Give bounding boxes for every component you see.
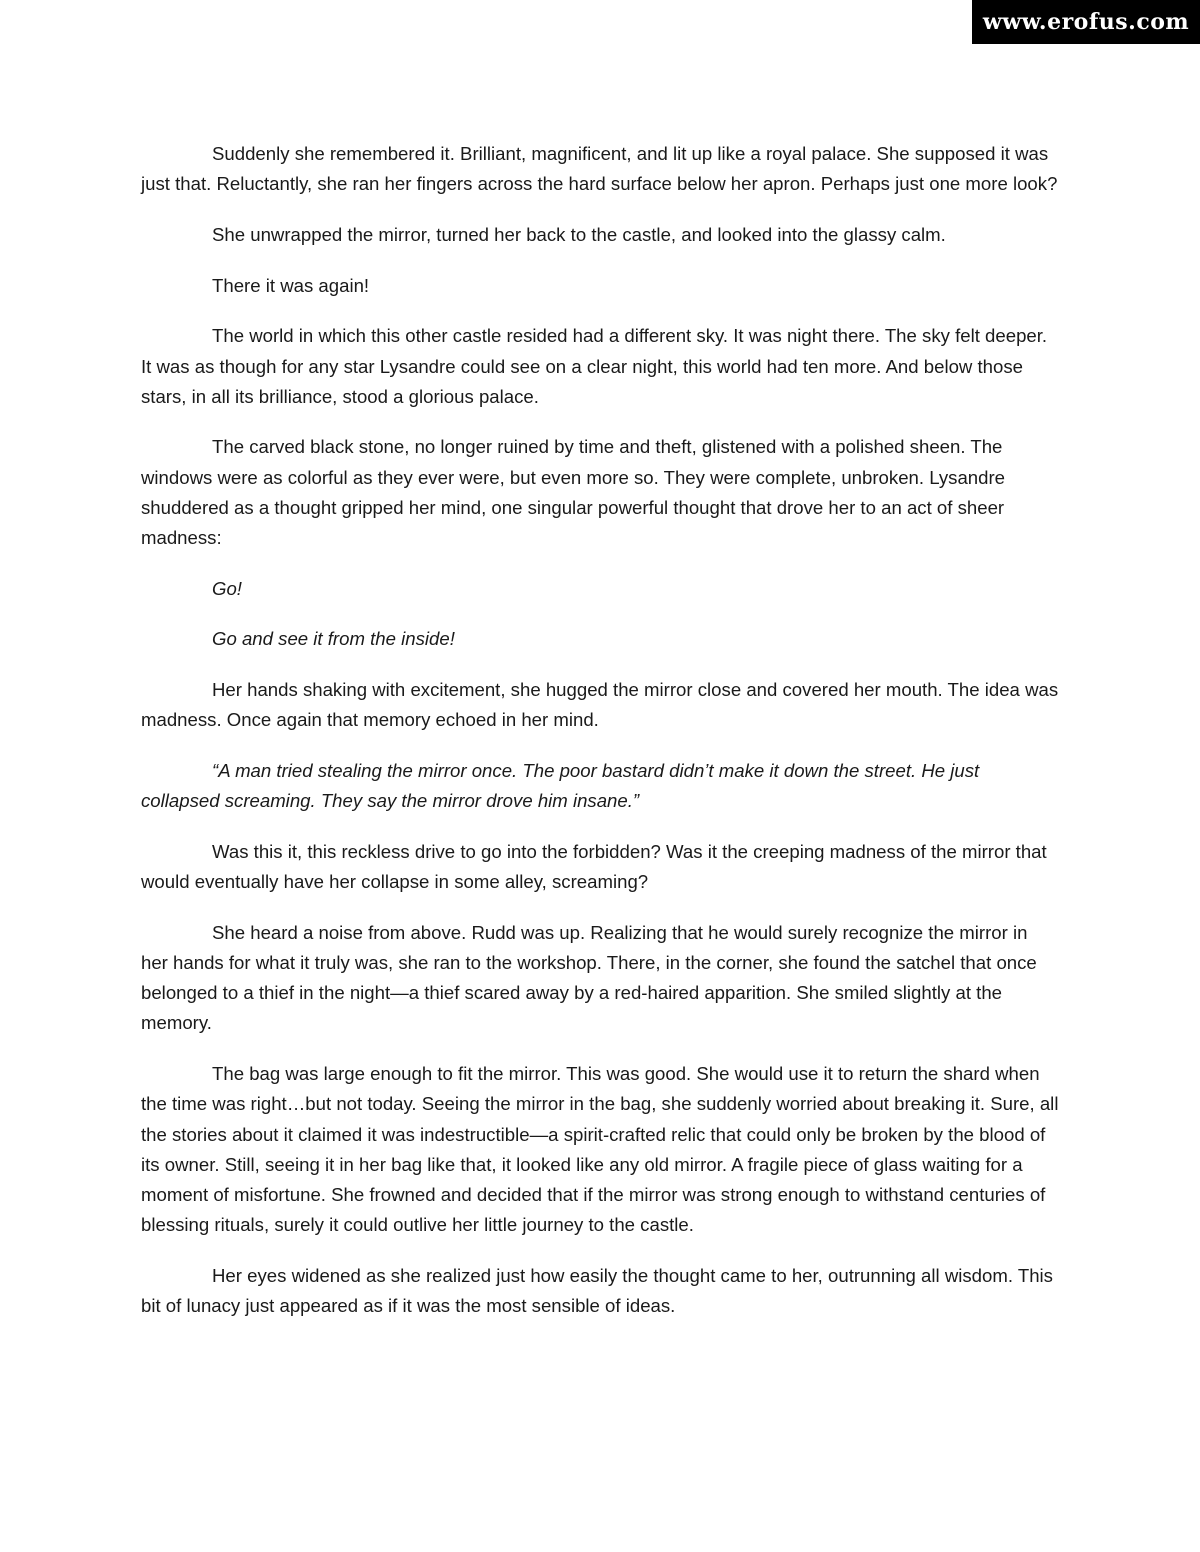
- paragraph: Her eyes widened as she realized just how easily the thought came to her, outrunning all wisdom. This bit of lunacy just appeared as if it was the most sensible of ideas.: [141, 1264, 1053, 1317]
- italic-quote: “A man tried stealing the mirror once. The poor bastard didn’t make it down the street. He just collapsed screaming. They say the mirror drove him insane.”: [141, 760, 980, 812]
- paragraph: The world in which this other castle resided had a different sky. It was night there. The sky felt deeper. It was as though for any star Lysandre could see on a clear night, this world had ten more. And below those stars, in all its brilliance, stood a glorious palace.: [141, 325, 1048, 407]
- paragraph: She heard a noise from above. Rudd was up. Realizing that he would surely recognize the mirror in her hands for what it truly was, she ran to the workshop. There, in the corner, she found the satchel that once belonged to a thief in the night—a thief scared away by a red-haired apparition. She smiled slightly at the memory.: [141, 921, 1037, 1034]
- paragraph: Was this it, this reckless drive to go into the forbidden? Was it the creeping madness of the mirror that would eventually have her collapse in some alley, screaming?: [141, 840, 1047, 893]
- paragraph: Suddenly she remembered it. Brilliant, magnificent, and lit up like a royal palace. She supposed it was just that. Reluctantly, she ran her fingers across the hard surface below her apron. Perhaps just one more look?: [141, 143, 1058, 195]
- italic-thought: Go and see it from the inside!: [212, 628, 455, 650]
- document-page: [141, 139, 1059, 1342]
- watermark-logo: www.erofus.com: [972, 0, 1200, 44]
- paragraph: There it was again!: [212, 274, 370, 296]
- italic-thought: Go!: [212, 577, 242, 599]
- paragraph: Her hands shaking with excitement, she hugged the mirror close and covered her mouth. The idea was madness. Once again that memory echoed in her mind.: [141, 679, 1059, 731]
- paragraph: The carved black stone, no longer ruined by time and theft, glistened with a polished sheen. The windows were as colorful as they ever were, but even more so. They were complete, unbroken. Lysandre shuddered as a thought gripped her mind, one singular powerful thought that drove her to an act of sheer madness:: [141, 436, 1006, 549]
- paragraph: She unwrapped the mirror, turned her back to the castle, and looked into the glassy calm.: [212, 223, 946, 245]
- paragraph: The bag was large enough to fit the mirror. This was good. She would use it to return the shard when the time was right…but not today. Seeing the mirror in the bag, she suddenly worried about breaking it. Sure, all the stories about it claimed it was indestructible—a spirit-crafted relic that could only be broken by the blood of its owner. Still, seeing it in her bag like that, it looked like any old mirror. A fragile piece of glass waiting for a moment of misfortune. She frowned and decided that if the mirror was strong enough to withstand centuries of blessing rituals, surely it could outlive her little journey to the castle.: [141, 1063, 1059, 1236]
